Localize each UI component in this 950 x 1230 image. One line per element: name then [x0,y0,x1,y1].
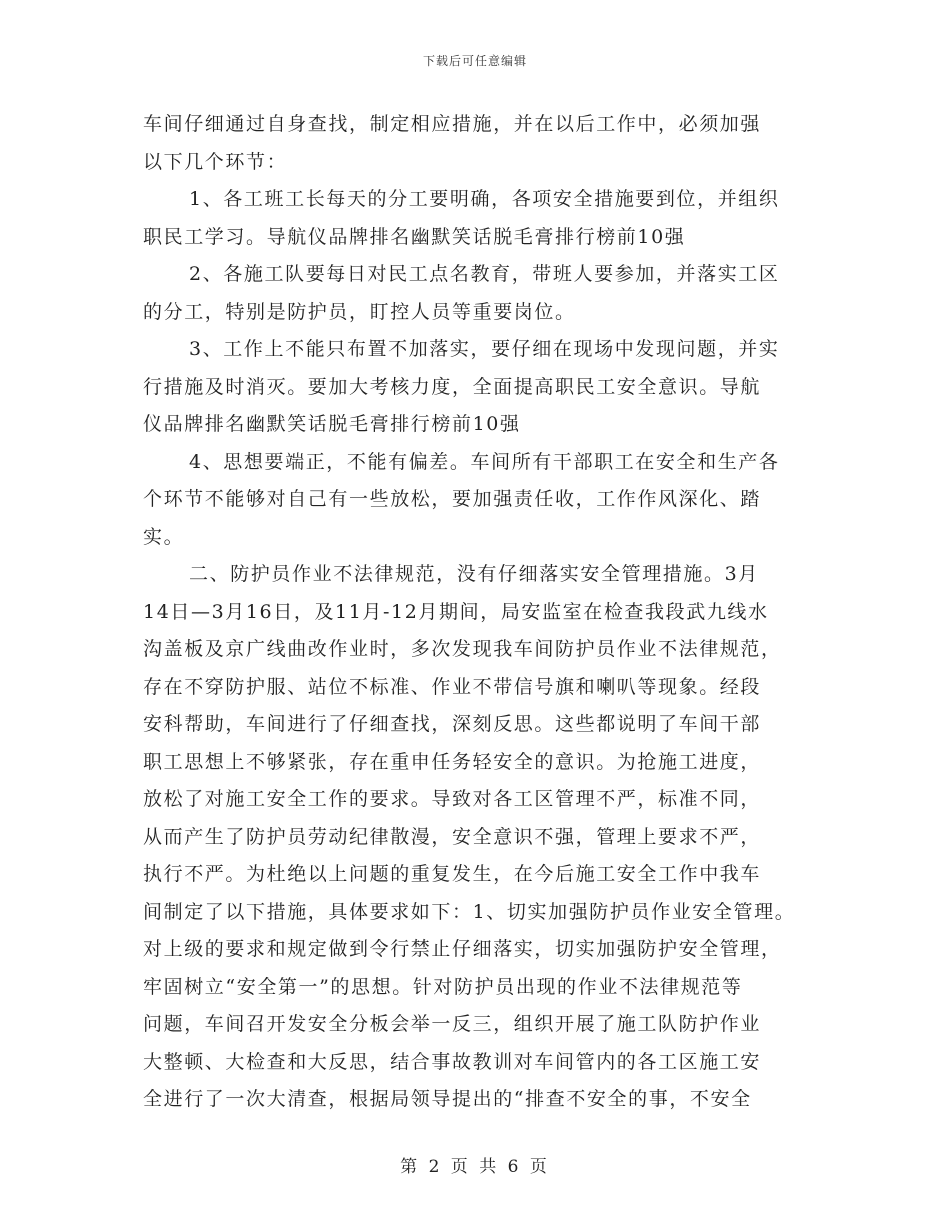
text-line: 对上级的要求和规定做到令行禁止仔细落实，切实加强防护安全管理， [143,938,782,960]
page-footer: 第 2 页 共 6 页 [400,1157,550,1177]
text-line: 仪品牌排名幽默笑话脱毛膏排行榜前10强 [143,413,521,435]
text-line: 职民工学习。导航仪品牌排名幽默笑话脱毛膏排行榜前10强 [143,225,686,248]
text-line: 以下几个环节： [143,150,288,173]
text-line: 的分工，特别是防护员，盯控人员等重要岗位。 [143,300,576,323]
text-line: 问题，车间召开发安全分板会举一反三，组织开展了施工队防护作业 [143,1013,762,1035]
text-line: 牢固树立“安全第一”的思想。针对防护员出现的作业不法律规范等 [143,975,743,998]
text-line: 行措施及时消灭。要加大考核力度，全面提高职民工安全意识。导航 [143,375,762,398]
text-line: 职工思想上不够紧张，存在重申任务轻安全的意识。为抢施工进度， [143,750,762,773]
text-line: 个环节不能够对自己有一些放松，要加强责任收，工作作风深化、踏 [143,488,762,510]
text-line: 放松了对施工安全工作的要求。导致对各工区管理不严，标准不同， [143,788,762,810]
text-line: 安科帮助，车间进行了仔细查找，深刻反思。这些都说明了车间干部 [143,713,762,735]
text-line: 全进行了一次大清查，根据局领导提出的“排查不安全的事，不安全 [143,1088,752,1110]
text-line: 2、各施工队要每日对民工点名教育，带班人要参加，并落实工区 [189,263,780,285]
text-line: 执行不严。为杜绝以上问题的重复发生，在今后施工安全工作中我车 [143,863,762,885]
text-line: 3、工作上不能只布置不加落实，要仔细在现场中发现问题，并实 [189,338,780,360]
text-line: 从而产生了防护员劳动纪律散漫，安全意识不强，管理上要求不严， [143,825,762,848]
text-line: 二、防护员作业不法律规范，没有仔细落实安全管理措施。3月 [189,563,759,585]
text-line: 存在不穿防护服、站位不标准、作业不带信号旗和喇叭等现象。经段 [143,675,762,698]
text-line: 大整顿、大检查和大反思，结合事故教训对车间管内的各工区施工安 [143,1050,762,1073]
text-line: 14日—3月16日，及11月-12月期间，局安监室在检查我段武九线水 [143,600,769,623]
text-line: 间制定了以下措施，具体要求如下：1、切实加强防护员作业安全管理。 [143,900,796,923]
text-line: 4、思想要端正，不能有偏差。车间所有干部职工在安全和生产各 [189,450,780,473]
text-line: 沟盖板及京广线曲改作业时，多次发现我车间防护员作业不法律规范， [143,638,782,660]
document-body [143,106,823,1119]
text-line: 1、各工班工长每天的分工要明确，各项安全措施要到位，并组织 [189,188,780,210]
text-line: 车间仔细通过自身查找，制定相应措施，并在以后工作中，必须加强 [143,113,762,135]
text-line: 实。 [143,525,185,548]
page-header: 下载后可任意编辑 [422,54,527,68]
